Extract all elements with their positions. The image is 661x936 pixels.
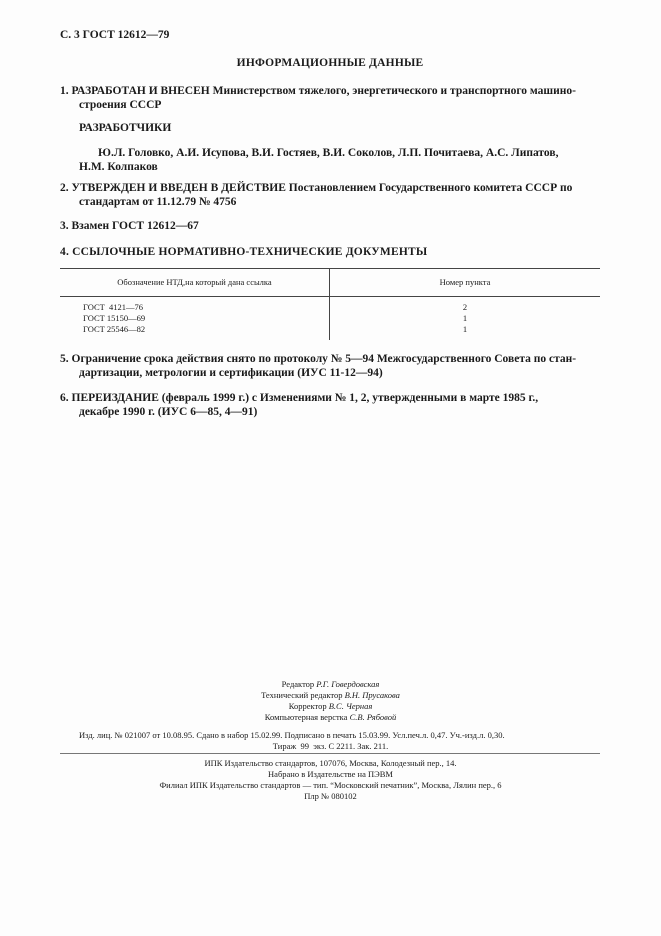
item-3-number: 3.	[60, 220, 69, 232]
table-cell-designation: ГОСТ 25546—82	[83, 324, 146, 334]
table-cell-clause: 1	[462, 324, 468, 334]
item-6-text-cont: декабре 1990 г. (ИУС 6—85, 4—91)	[79, 406, 258, 418]
document-title: ИНФОРМАЦИОННЫЕ ДАННЫЕ	[236, 57, 424, 69]
item-2-bold: УТВЕРЖДЕН И ВВЕДЕН В ДЕЙСТВИЕ	[71, 182, 286, 194]
ipk-line-1: ИПК Издательство стандартов, 107076, Москва, Колодезный пер., 14.	[204, 758, 457, 768]
item-2-number: 2.	[60, 182, 69, 194]
developers-heading: РАЗРАБОТЧИКИ	[79, 122, 172, 134]
item-5	[60, 352, 610, 380]
item-4-number: 4.	[60, 246, 70, 258]
page-header: С. 3 ГОСТ 12612—79	[60, 29, 170, 41]
table-header-clause: Номер пункта	[439, 277, 491, 287]
ipk-line-3: Филиал ИПК Издательство стандартов — тип. “Московский печатник”, Москва, Лялин пер., 6	[159, 780, 502, 790]
corrector-line	[0, 701, 661, 712]
item-4	[60, 245, 427, 259]
developers-line-1: Ю.Л. Головко, А.И. Исупова, В.И. Гостяев, В.И. Соколов, Л.П. Почитаева, А.С. Липатов,	[98, 147, 559, 159]
layout-line	[0, 712, 661, 723]
imprint-rule	[60, 753, 600, 754]
item-3-text: Взамен ГОСТ 12612—67	[71, 220, 199, 232]
item-1-text-cont: строения СССР	[79, 99, 162, 111]
table-cell-clause: 1	[462, 313, 468, 323]
item-6	[60, 391, 610, 419]
item-1-bold: РАЗРАБОТАН И ВНЕСЕН	[71, 85, 210, 97]
item-2	[60, 181, 610, 209]
layout-label: Компьютерная верстка	[264, 712, 348, 722]
table-header-rule	[60, 296, 600, 297]
item-6-bold: ПЕРЕИЗДАНИЕ	[71, 392, 159, 404]
table-header-designation: Обозначение НТД,на который дана ссылка	[117, 277, 272, 287]
item-3	[60, 219, 199, 233]
item-2-text: Постановлением Государственного комитета СССР по	[288, 182, 573, 194]
corrector-label: Корректор	[288, 701, 327, 711]
layout-name: С.В. Рябовой	[349, 712, 397, 722]
table-top-rule	[60, 268, 600, 269]
developers-line-2: Н.М. Колпаков	[79, 161, 158, 173]
table-cell-clause: 2	[462, 302, 468, 312]
editor-line	[0, 679, 661, 690]
item-6-number: 6.	[60, 392, 69, 404]
ipk-line-2: Набрано в Издательстве на ПЭВМ	[268, 769, 393, 779]
item-4-text: ССЫЛОЧНЫЕ НОРМАТИВНО-ТЕХНИЧЕСКИЕ ДОКУМЕНТЫ	[72, 246, 428, 258]
editor-name: Р.Г. Говердовская	[316, 679, 380, 689]
item-1-text: Министерством тяжелого, энергетического и транспортного машино-	[212, 85, 576, 97]
item-6-text: (февраль 1999 г.) с Изменениями № 1, 2, утвержденными в марте 1985 г.,	[161, 392, 539, 404]
table-cell-designation: ГОСТ 4121—76	[83, 302, 144, 312]
tech-editor-line	[0, 690, 661, 701]
publication-line-2: Тираж 99 экз. С 2211. Зак. 211.	[272, 741, 389, 751]
item-5-number: 5.	[60, 353, 69, 365]
item-1	[60, 84, 610, 112]
tech-editor-label: Технический редактор	[261, 690, 343, 700]
editor-label: Редактор	[281, 679, 315, 689]
corrector-name: В.С. Черная	[328, 701, 373, 711]
item-2-text-cont: стандартам от 11.12.79 № 4756	[79, 196, 237, 208]
item-1-number: 1.	[60, 85, 69, 97]
publication-line-1: Изд. лиц. № 021007 от 10.08.95. Сдано в набор 15.02.99. Подписано в печать 15.03.99. Усл.печ.л. 0,47. Уч.-изд.л. 0,30.	[79, 730, 505, 740]
item-5-text-cont: дартизации, метрологии и сертификации (ИУС 11-12—94)	[79, 367, 383, 379]
imprint-credits	[0, 679, 661, 723]
item-5-text: Ограничение срока действия снято по протоколу № 5—94 Межгосударственного Совета по стан-	[71, 353, 577, 365]
tech-editor-name: В.Н. Прусакова	[344, 690, 400, 700]
table-cell-designation: ГОСТ 15150—69	[83, 313, 146, 323]
ipk-line-4: Плр № 080102	[304, 791, 357, 801]
